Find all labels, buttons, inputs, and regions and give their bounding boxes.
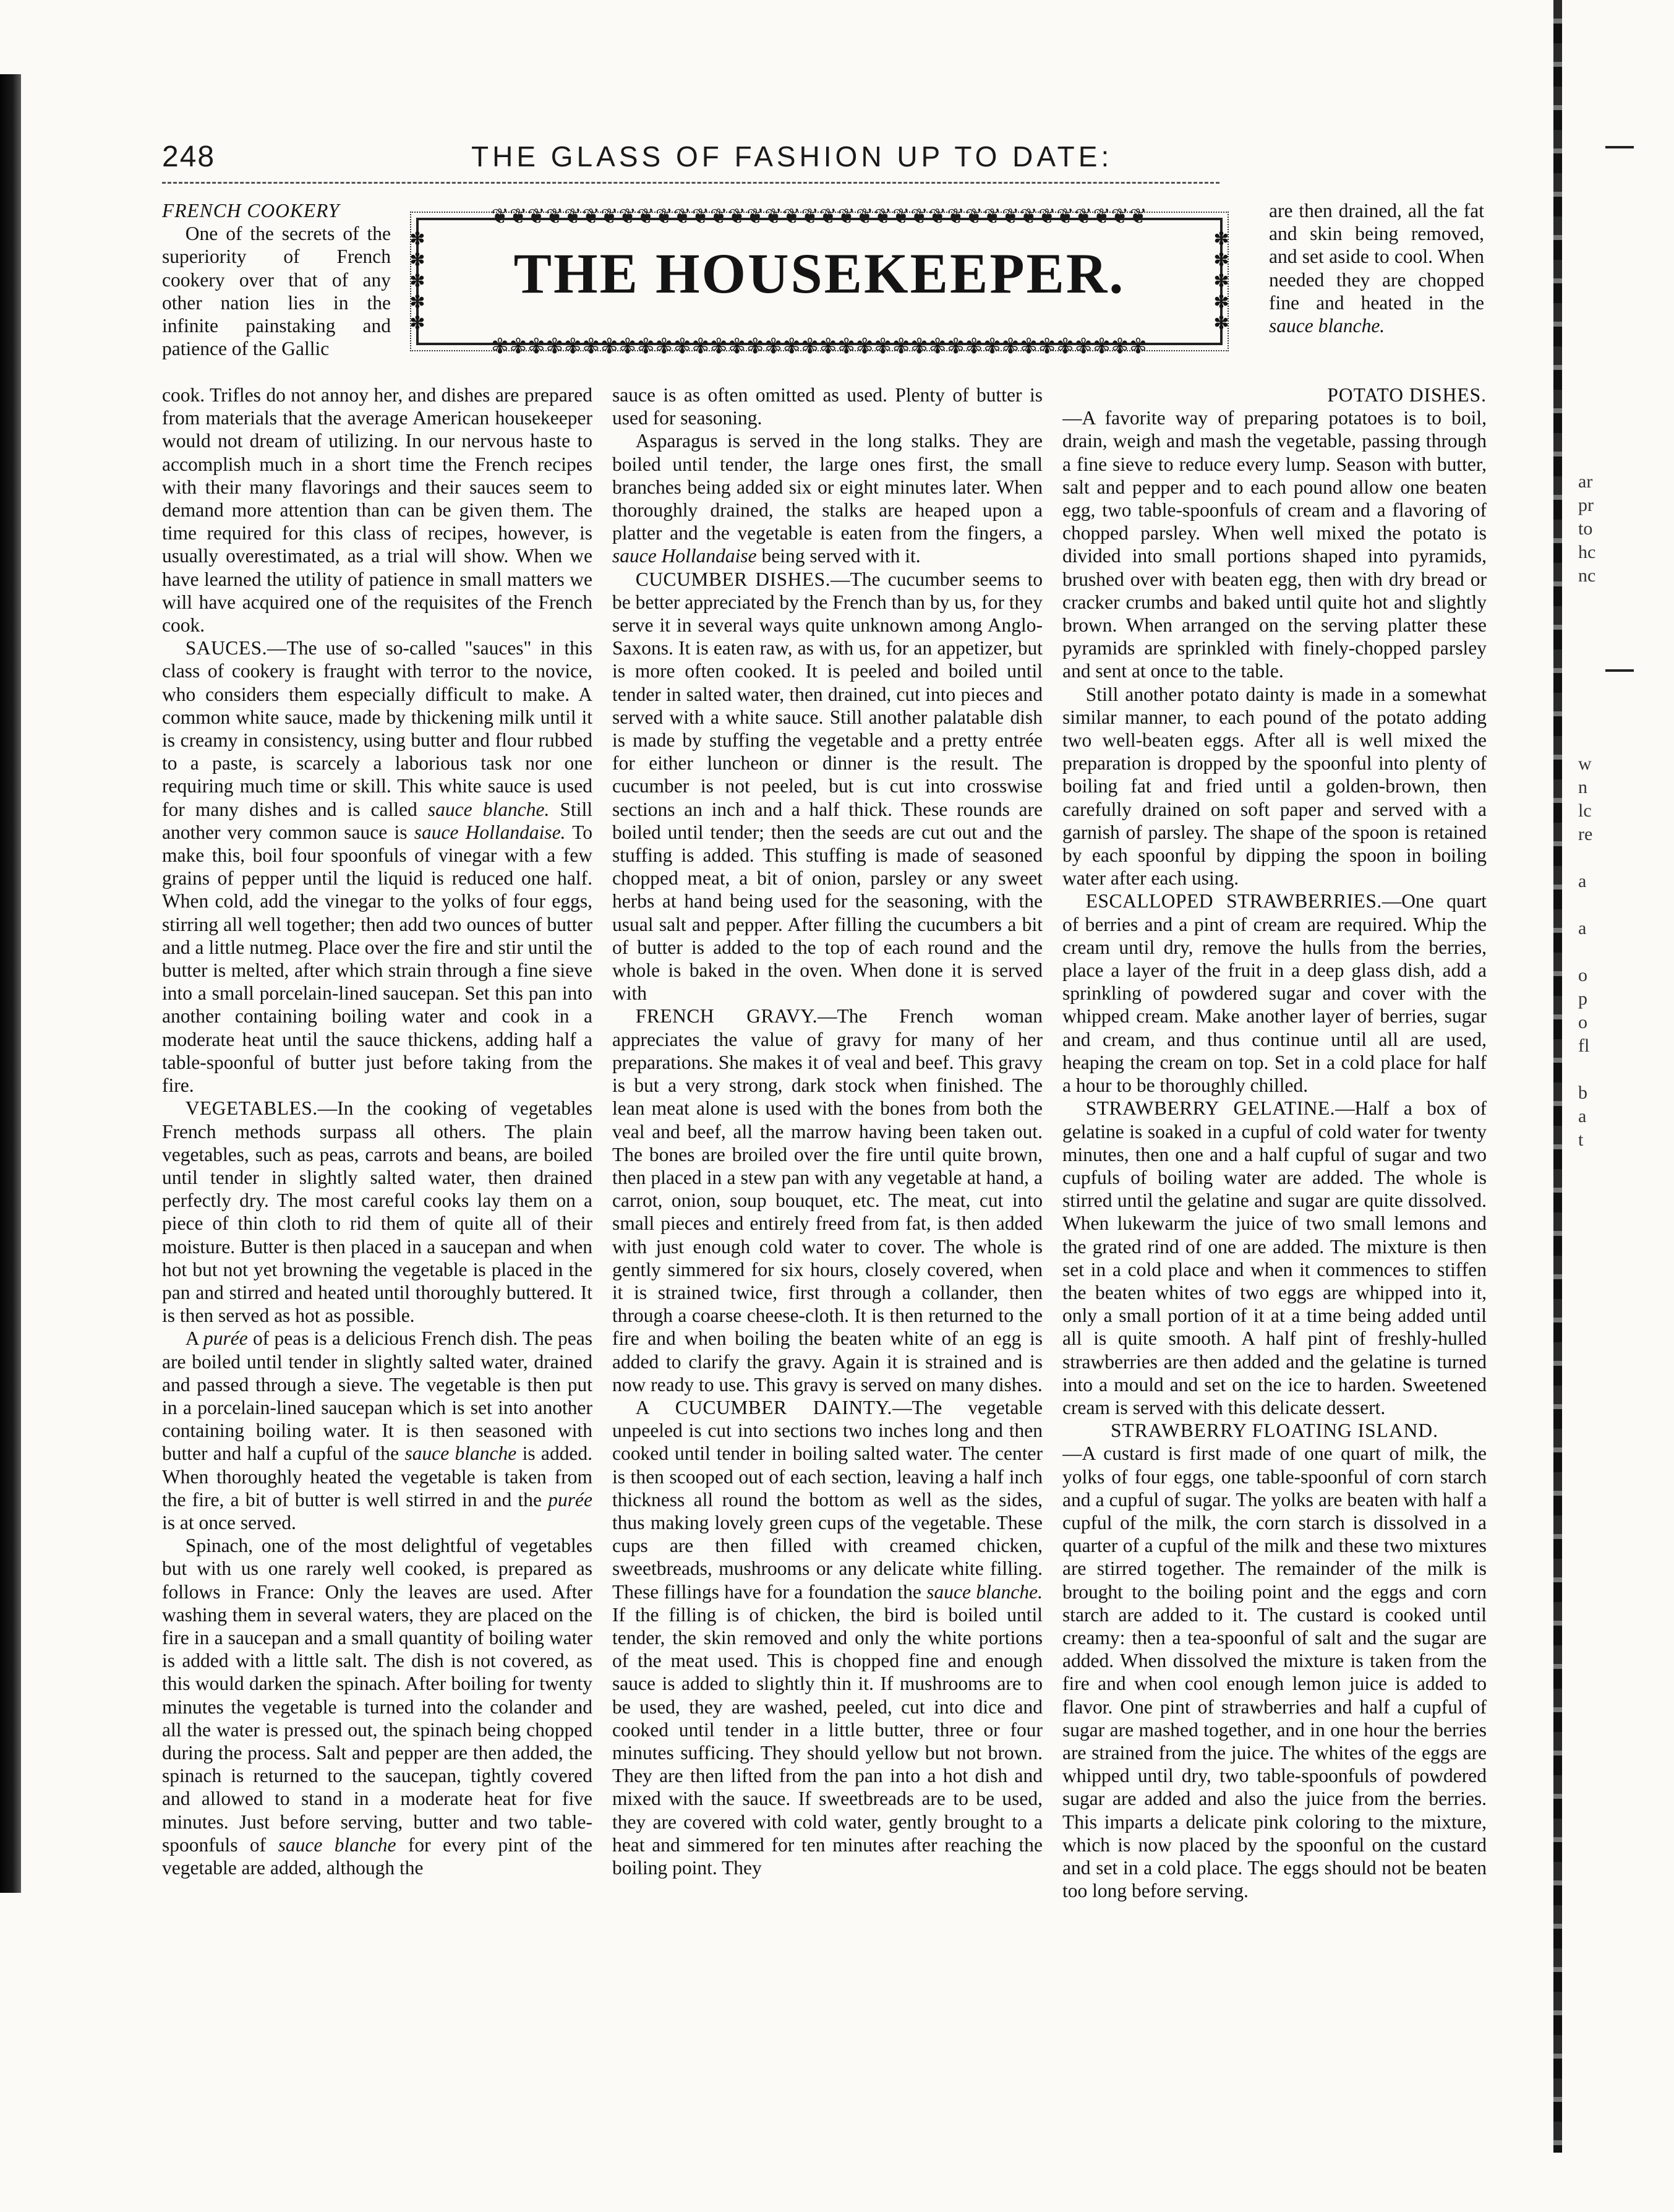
vegetables-heading: VEGETABLES.	[185, 1097, 318, 1120]
bleed-through-text: ar pr to hc nc w n lc re a a o p o fl b a t	[1578, 471, 1596, 1150]
cucumber-dainty-paragraph: A CUCUMBER DAINTY.—The vegetable unpeeled is cut into sections two inches long and then cooked until tender in boiling salted water. The center is then scooped out of each section, leaving a half inch thickness all round the bottom as well as the sides, thus making lovely green cups of the vegetable. These cups are then filled with creamed chicken, sweetbreads, mushrooms or any delicate white filling. These fillings have for a foundation the sauce blanche. If the filling is of chicken, the bird is boiled until tender, the skin removed and only the white portions of the meat used. This is chopped fine and enough sauce is added to slightly thin it. If mushrooms are to be used, they are washed, peeled, cut into dice and cooked until tender in a little butter, three or four minutes sufficing. They should yellow but not brown. They are then lifted from the pan into a hot dish and mixed with the sauce. If sweetbreads are to be used, they are covered with cold water, gently brought to a heat and simmered for ten minutes after reaching the boiling point. They	[612, 1396, 1043, 1879]
spinach-paragraph: Spinach, one of the most delightful of vegetables but with us one rarely well cooked, is prepared as follows in France: Only the leaves are used. After washing them in several waters, they are placed on the fire in a saucepan and a small quantity of boiling water is added with a little salt. The dish is not covered, as this would darken the spinach. After boiling for twenty minutes the vegetable is turned into the colander and all the water is pressed out, the spinach being chopped during the process. Salt and pepper are then added, the spinach is returned to the saucepan, tightly covered and allowed to stand in a moderate heat for five minutes. Just before serving, butter and two table-spoonfuls of sauce blanche for every pint of the vegetable are added, although the	[162, 1535, 592, 1879]
puree-paragraph: A purée of peas is a delicious French dish. The peas are boiled until tender in slightly salted water, drained and passed through a sieve. The vegetable is then put in a porcelain-lined saucepan which is set into another containing boiling water. It is then seasoned with butter and half a cupful of the sauce blanche is added. When thoroughly heated the vegetable is taken from the fire, a bit of butter is well stirred in and the purée is at once served.	[162, 1327, 592, 1533]
cucumber-paragraph: CUCUMBER DISHES.—The cucumber seems to be better appreciated by the French than by us, for they serve it in several ways quite unknown among Anglo-Saxons. It is eaten raw, as with us, for an appetizer, but is more often cooked. It is peeled and boiled until tender in salted water, then drained, cut into pieces and served with a white sauce. Still another palatable dish is made by stuffing the vegetable and a pretty entrée for either luncheon or dinner is the result. The cucumber is not peeled, but is cut into crosswise sections an inch and a half thick. These rounds are boiled until tender; then the seeds are cut out and the stuffing is added. This stuffing is made of seasoned chopped meat, a bit of onion, parsley or any sweet herbs at hand being used for the seasoning, with the usual salt and pepper. After filling the cucumbers a bit of butter is added to the top of each round and the whole is baked in the oven. When done it is served with	[612, 568, 1043, 1005]
potato-paragraph-2: Still another potato dainty is made in a somewhat similar manner, to each pound of the potato adding two well-beaten eggs. After all is well mixed the preparation is dropped by the spoonful into plenty of boiling fat and fried until a golden-brown, then carefully drained on soft paper and served with a garnish of parsley. The shape of the spoon is retained by each spoonful by dipping the spoon in boiling water after each using.	[1062, 683, 1487, 890]
strawberries-heading: ESCALLOPED STRAWBERRIES.	[1085, 890, 1382, 912]
gravy-heading: FRENCH GRAVY.	[635, 1005, 818, 1027]
floating-island-heading: STRAWBERRY FLOATING ISLAND.	[1111, 1420, 1438, 1442]
cucumber-dainty-heading: A CUCUMBER DAINTY.	[635, 1396, 892, 1418]
scan-edge-left	[0, 74, 21, 1893]
column-3	[1062, 384, 1487, 2153]
section-banner	[405, 204, 1234, 359]
scan-edge-right	[1553, 0, 1562, 2153]
sweetbread-continuation: are then drained, all the fat and skin being removed, and set aside to cool. When needed they are chopped fine and heated in the sauce blanche.	[1269, 200, 1484, 337]
section-title: THE HOUSEKEEPER.	[513, 242, 1125, 305]
page-header	[162, 140, 1219, 177]
ornament-border-right: ✽ ✽ ✽ ✽ ✽	[1213, 229, 1229, 334]
gelatine-paragraph: STRAWBERRY GELATINE.—Half a box of gelatine is soaked in a cupful of cold water for twenty minutes, then one and a half cupful of sugar and two cupfuls of boiling water are added. The whole is stirred until the gelatine and sugar are quite dissolved. When lukewarm the juice of two small lemons and the grated rind of one are added. The mixture is then set in a cold place and when it commences to stiffen the beaten whites of two eggs are whipped into it, only a small portion of it at a time being added until all is quite smooth. A half pint of freshly-hulled strawberries are then added and the gelatine is turned into a mould and set on the ice to harden. Sweetened cream is served with this delicate dessert.	[1062, 1097, 1487, 1418]
gelatine-heading: STRAWBERRY GELATINE.	[1085, 1097, 1336, 1120]
floating-island-paragraph: —A custard is first made of one quart of milk, the yolks of four eggs, one table-spoonful of corn starch and a cupful of sugar. The yolks are beaten with half a cupful of the milk, the corn starch is dissolved in a quarter of a cupful of the milk and these two mixtures are stirred together. The remainder of the milk is brought to the boiling point and the eggs and corn starch are added to it. The custard is cooked until creamy: then a tea-spoonful of salt and the sugar are added. When dissolved the mixture is taken from the fire and when cool enough lemon juice is added to flavor. One pint of strawberries and half a cupful of sugar are mashed together, and in one hour the berries are strained from the juice. The whites of the eggs are whipped until dry, two table-spoonfuls of powdered sugar are added and also the juice from the berries. This imparts a delicate pink coloring to the mixture, which is now placed by the spoonful on the custard and set in a cold place. The eggs should not be beaten too long before serving.	[1062, 1443, 1487, 1902]
strawberries-paragraph: ESCALLOPED STRAWBERRIES.—One quart of berries and a pint of cream are required. Whip the cream until dry, remove the hulls from the berries, place a layer of the fruit in a deep glass dish, add a sprinkling of powdered sugar and cover with the whipped cream. Make another layer of berries, sugar and cream, and thus continue until all are used, heaping the cream on top. Set in a cold place for half a hour to be thoroughly chilled.	[1062, 890, 1487, 1097]
column-1-intro	[162, 199, 391, 360]
asparagus-paragraph: Asparagus is served in the long stalks. They are boiled until tender, the large ones first, the small branches being added six or eight minutes later. When thoroughly drained, the stalks are heaped upon a platter and the vegetable is eaten from the fingers, a sauce Hollandaise being served with it.	[612, 430, 1043, 567]
column-2	[612, 384, 1043, 2153]
sauces-heading: SAUCES.	[185, 637, 267, 659]
ornament-border-bottom: ✾✾✾✾✾✾✾✾✾✾✾✾✾✾✾✾✾✾✾✾✾✾✾✾✾✾✾✾✾✾✾✾✾✾✾✾	[491, 334, 1148, 359]
intro-continuation: cook. Trifles do not annoy her, and dishes are prepared from materials that the average American housekeeper would not dream of utilizing. In our nervous haste to accomplish much in a short time the French recipes with their many flavorings and their sauces seem to demand more attention than can be given them. The time required for this class of recipes, however, is usually overestimated, as a trial will show. When we have learned the utility of patience in small matters we will have acquired one of the requisites of the French cook.	[162, 384, 592, 637]
margin-dash	[1605, 146, 1634, 148]
ornament-border-top: ❦❦❦❦❦❦❦❦❦❦❦❦❦❦❦❦❦❦❦❦❦❦❦❦❦❦❦❦❦❦❦❦❦❦❦❦	[491, 204, 1148, 229]
cucumber-heading: CUCUMBER DISHES.	[635, 568, 831, 590]
running-title: THE GLASS OF FASHION UP TO DATE:	[471, 140, 1113, 173]
potato-paragraph: —A favorite way of preparing potatoes is to boil, drain, weigh and mash the vegetable, passing through a fine sieve to reduce every lump. Season with butter, salt and pepper and to each pound allow one beaten egg, two table-spoonfuls of cream and a flavoring of chopped parsley. When well mixed the potato is divided into small portions shaped into pyramids, brushed over with beaten egg, then with dry bread or cracker crumbs and baked until quite hot and slightly brown. When arranged on the serving platter these pyramids are sprinkled with finely-chopped parsley and sent at once to the table.	[1062, 407, 1487, 682]
column-1	[162, 384, 592, 2153]
intro-paragraph: One of the secrets of the superiority of French cookery over that of any other nation lies in the infinite painstaking and patience of the Gallic	[162, 223, 391, 360]
spinach-continuation: sauce is as often omitted as used. Plenty of butter is used for seasoning.	[612, 384, 1043, 429]
gravy-paragraph: FRENCH GRAVY.—The French woman appreciates the value of gravy for many of her preparations. She makes it of veal and beef. This gravy is but a very strong, dark stock when finished. The lean meat alone is used with the bones from both the veal and beef, all the marrow having been taken out. The bones are broiled over the fire until quite brown, then placed in a stew pan with any vegetable at hand, a carrot, onion, soup bouquet, etc. The meat, cut into small pieces and entirely freed from fat, is then added with just enough cold water to cover. The whole is gently simmered for six hours, closely covered, when it is strained twice, first through a collander, then through a coarse cheese-cloth. It is then returned to the fire and when boiling the beaten white of an egg is added to clarify the gravy. Again it is strained and is now ready to use. This gravy is served on many dishes.	[612, 1005, 1043, 1395]
header-rule	[162, 182, 1219, 186]
ornament-border-left: ✽ ✽ ✽ ✽ ✽	[409, 229, 425, 334]
column-3-intro	[1269, 199, 1484, 337]
page-number: 248	[162, 140, 216, 173]
sauces-paragraph: SAUCES.—The use of so-called "sauces" in this class of cookery is fraught with terror to the novice, who considers them especially difficult to make. A common white sauce, made by thickening milk until it is creamy in consistency, using butter and flour rubbed to a paste, is scarcely a laborious task nor one requiring much time or skill. This white sauce is used for many dishes and is called sauce blanche. Still another very common sauce is sauce Hollandaise. To make this, boil four spoonfuls of vinegar with a few grains of pepper until the liquid is reduced one half. When cold, add the vinegar to the yolks of four eggs, stirring all well together; then add two ounces of butter and a little nutmeg. Place over the fire and stir until the butter is melted, after which strain through a fine sieve into a small porcelain-lined saucepan. Set this pan into another containing boiling water and cook in a moderate heat until the sauce thickens, adding half a table-spoonful of butter just before taking from the fire.	[162, 637, 592, 1097]
intro-heading: FRENCH COOKERY	[162, 200, 340, 221]
vegetables-paragraph: VEGETABLES.—In the cooking of vegetables French methods surpass all others. The plain vegetables, such as peas, carrots and beans, are boiled until tender in slightly salted water, then drained perfectly dry. The most careful cooks lay them on a piece of thin cloth to rid them of quite all of their moisture. Butter is then placed in a saucepan and when hot but not yet browning the vegetable is placed in the pan and stirred and heated until thoroughly buttered. It is then served as hot as possible.	[162, 1097, 592, 1327]
potato-heading: POTATO DISHES.	[1327, 384, 1487, 406]
